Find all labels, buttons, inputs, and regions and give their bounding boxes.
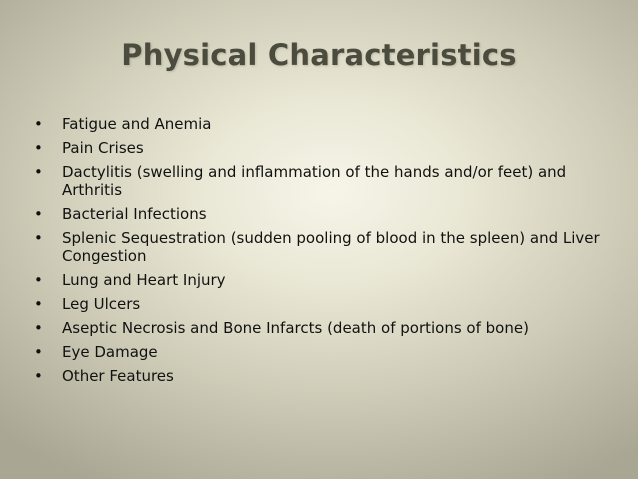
bullet-text: Fatigue and Anemia [62,115,212,133]
bullet-text: Dactylitis (swelling and inflammation of the hands and/or feet) and Arthritis [62,163,567,199]
bullet-text: Splenic Sequestration (sudden pooling of blood in the spleen) and Liver Congestion [62,229,600,265]
bullet-dot-icon: • [34,139,43,157]
bullet-dot-icon: • [34,367,43,385]
bullet-text: Lung and Heart Injury [62,271,226,289]
bullet-item [32,367,612,385]
bullet-text: Bacterial Infections [62,205,207,223]
bullet-dot-icon: • [34,271,43,289]
bullet-item [32,163,612,199]
bullet-item [32,271,612,289]
bullet-dot-icon: • [34,295,43,313]
slide-title: Physical Characteristics [121,38,517,72]
bullet-dot-icon: • [34,205,43,223]
bullet-item [32,205,612,223]
bullet-item [32,343,612,361]
bullet-dot-icon: • [34,343,43,361]
bullet-item [32,295,612,313]
bullet-text: Aseptic Necrosis and Bone Infarcts (death of portions of bone) [62,319,529,337]
bullet-dot-icon: • [34,319,43,337]
bullet-dot-icon: • [34,229,43,247]
bullet-text: Eye Damage [62,343,158,361]
bullet-text: Leg Ulcers [62,295,141,313]
bullet-dot-icon: • [34,115,43,133]
bullet-dot-icon: • [34,163,43,181]
bullet-list [32,115,612,391]
bullet-item [32,139,612,157]
bullet-item [32,319,612,337]
bullet-text: Other Features [62,367,174,385]
bullet-item [32,115,612,133]
bullet-text: Pain Crises [62,139,144,157]
bullet-item [32,229,612,265]
